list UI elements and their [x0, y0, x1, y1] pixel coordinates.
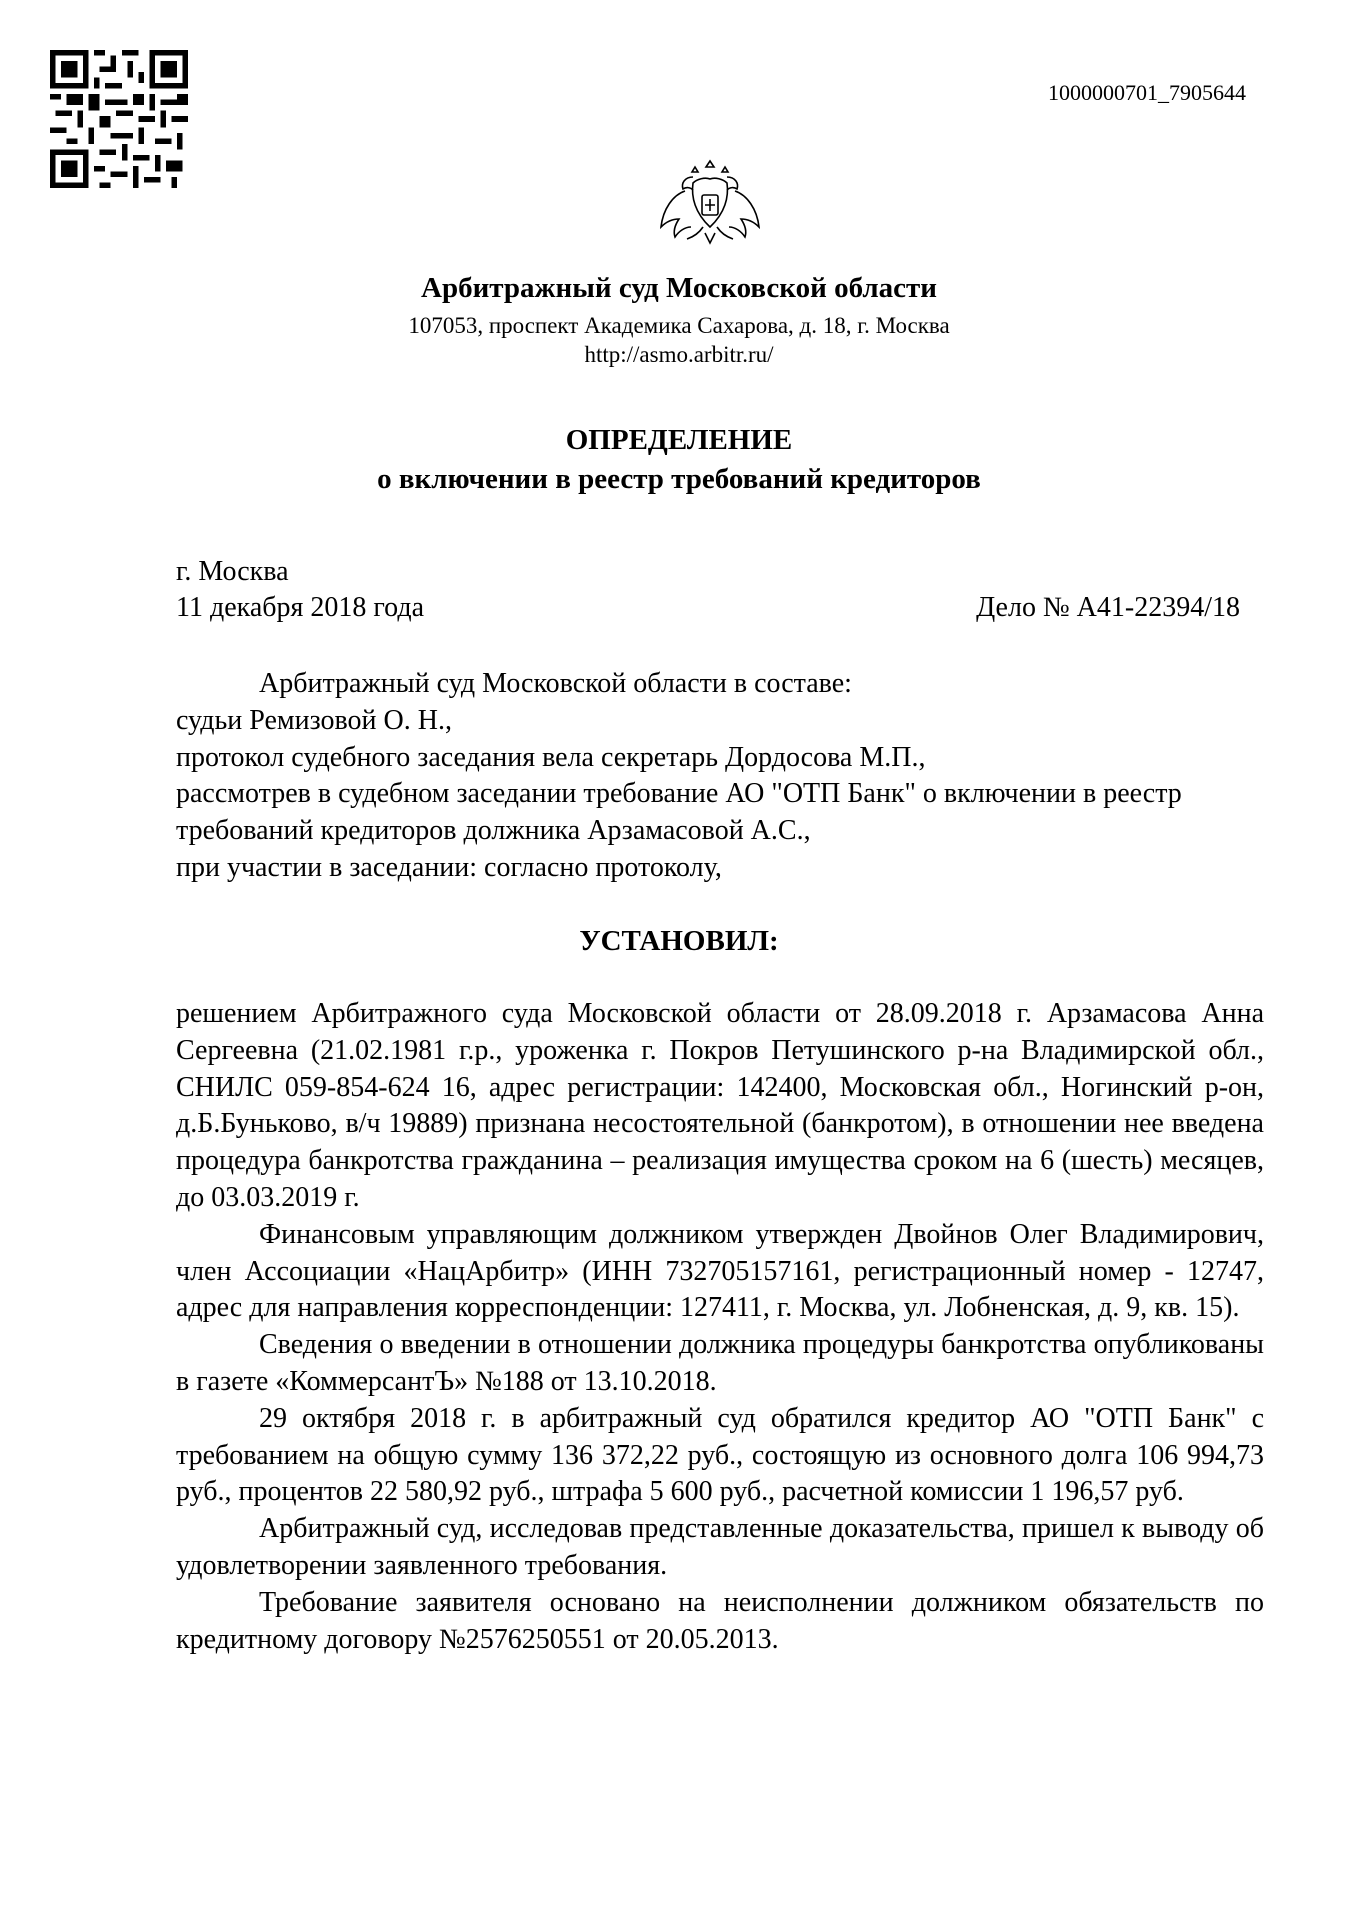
paragraph: Сведения о введении в отношении должника процедуры банкротства опубликованы в газете «КоммерсантЪ» №188 от 13.10.2018.: [176, 1329, 1264, 1397]
paragraph: решением Арбитражного суда Московской области от 28.09.2018 г. Арзамасова Анна Сергеевна (21.02.1981 г.р., уроженка г. Покров Петушинского р-на Владимирской обл., СНИЛС 059-854-624 16, адрес регистрации: 142400, Московская обл., Ногинский р-он, д.Б.Буньково, в/ч 19889) признана несостоятельной (банкротом), в отношении нее введена процедура банкротства гражданина – реализация имущества сроком на 6 (шесть) месяцев, до 03.03.2019 г.: [176, 998, 1264, 1213]
court-website-link[interactable]: http://asmo.arbitr.ru/: [584, 342, 774, 367]
section-heading: УСТАНОВИЛ:: [579, 925, 779, 957]
court-name: Арбитражный суд Московской области: [421, 272, 937, 304]
paragraph: Арбитражный суд, исследовав представленные доказательства, пришел к выводу об удовлетворении заявленного требования.: [176, 1513, 1264, 1581]
intro-line: рассмотрев в судебном заседании требование АО "ОТП Банк" о включении в реестр требований кредиторов должника Арзамасовой А.С.,: [176, 778, 1182, 847]
document-type: ОПРЕДЕЛЕНИЕ: [565, 424, 793, 456]
case-number: Дело № А41-22394/18: [976, 592, 1240, 623]
paragraph: Финансовым управляющим должником утвержден Двойнов Олег Владимирович, член Ассоциации «НацАрбитр» (ИНН 732705157161, регистрационный номер - 12747, адрес для направления корреспонденции: 127411, г. Москва, ул. Лобненская, д. 9, кв. 15).: [176, 1218, 1264, 1324]
city: г. Москва: [176, 556, 289, 587]
qr-code: [50, 50, 188, 188]
intro-block: [176, 666, 1264, 887]
main-body: [176, 996, 1264, 1658]
decision-date: 11 декабря 2018 года: [176, 592, 425, 623]
court-address: 107053, проспект Академика Сахарова, д. 18, г. Москва: [408, 313, 950, 338]
document-id: 1000000701_7905644: [1048, 80, 1246, 105]
document-subject: о включении в реестр требований кредиторов: [377, 463, 981, 495]
paragraph: Требование заявителя основано на неисполнении должником обязательств по кредитному договору №2576250551 от 20.05.2013.: [176, 1586, 1264, 1655]
paragraph: 29 октября 2018 г. в арбитражный суд обратился кредитор АО "ОТП Банк" с требованием на общую сумму 136 372,22 руб., состоящую из основного долга 106 994,73 руб., процентов 22 580,92 руб., штрафа 5 600 руб., расчетной комиссии 1 196,57 руб.: [176, 1402, 1264, 1508]
intro-line: протокол судебного заседания вела секретарь Дордосова М.П.,: [176, 741, 926, 773]
date-case-row: [176, 592, 1240, 624]
intro-line: Арбитражный суд Московской области в составе:: [259, 668, 852, 699]
intro-line: при участии в заседании: согласно протоколу,: [176, 851, 722, 883]
intro-line: судьи Ремизовой О. Н.,: [176, 704, 452, 736]
coat-of-arms-icon: [655, 153, 765, 263]
